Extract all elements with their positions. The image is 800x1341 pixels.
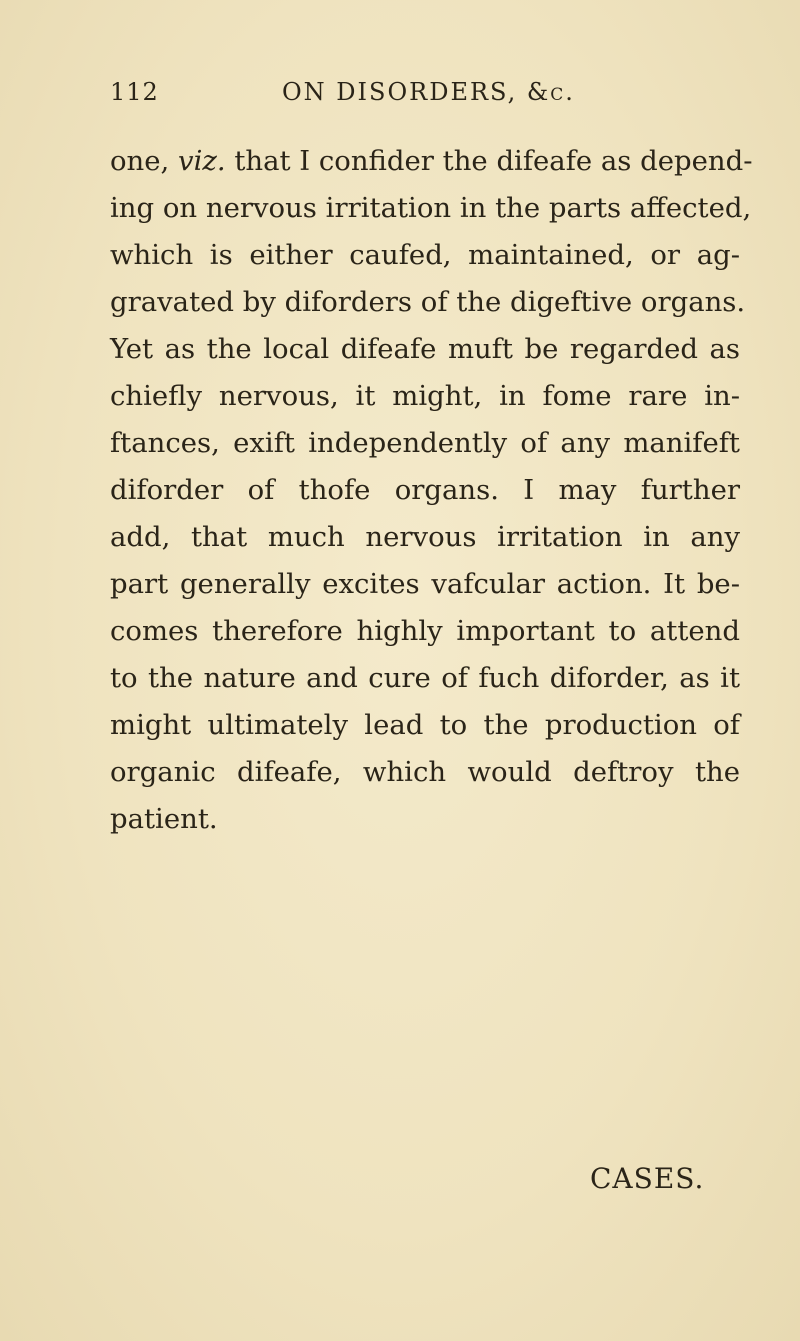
body-paragraph <box>110 138 753 843</box>
page-number: 112 <box>110 78 159 106</box>
text-line: gravated by diforders of the digeftive organs. <box>110 286 746 318</box>
text-line: ftances, exift independently of any manifeft <box>110 427 740 459</box>
text-line: might ultimately lead to the production of <box>110 709 740 741</box>
page-header <box>110 78 590 114</box>
text-line: ing on nervous irritation in the parts affected, <box>110 192 752 224</box>
text-line: organic difeafe, which would deftroy the <box>110 756 740 788</box>
text-line: part generally excites vafcular action. It be- <box>110 568 740 600</box>
line-text-post: that I confider the difeafe as depend- <box>225 145 753 177</box>
line-text-italic: viz. <box>178 145 226 177</box>
running-head: ON DISORDERS, &c. <box>282 78 575 106</box>
text-line: diforder of thofe organs. I may further <box>110 474 740 506</box>
line-text-pre: one, <box>110 145 179 177</box>
text-line: patient. <box>110 803 218 835</box>
text-line: to the nature and cure of fuch diforder, as it <box>110 662 740 694</box>
text-line: chiefly nervous, it might, in fome rare in- <box>110 380 740 412</box>
text-line: comes therefore highly important to attend <box>110 615 740 647</box>
catchword: CASES. <box>590 1162 705 1195</box>
text-line: which is either caufed, maintained, or ag- <box>110 239 740 271</box>
text-line: Yet as the local difeafe muft be regarded as <box>110 333 740 365</box>
text-line: add, that much nervous irritation in any <box>110 521 740 553</box>
text-line <box>110 138 753 185</box>
